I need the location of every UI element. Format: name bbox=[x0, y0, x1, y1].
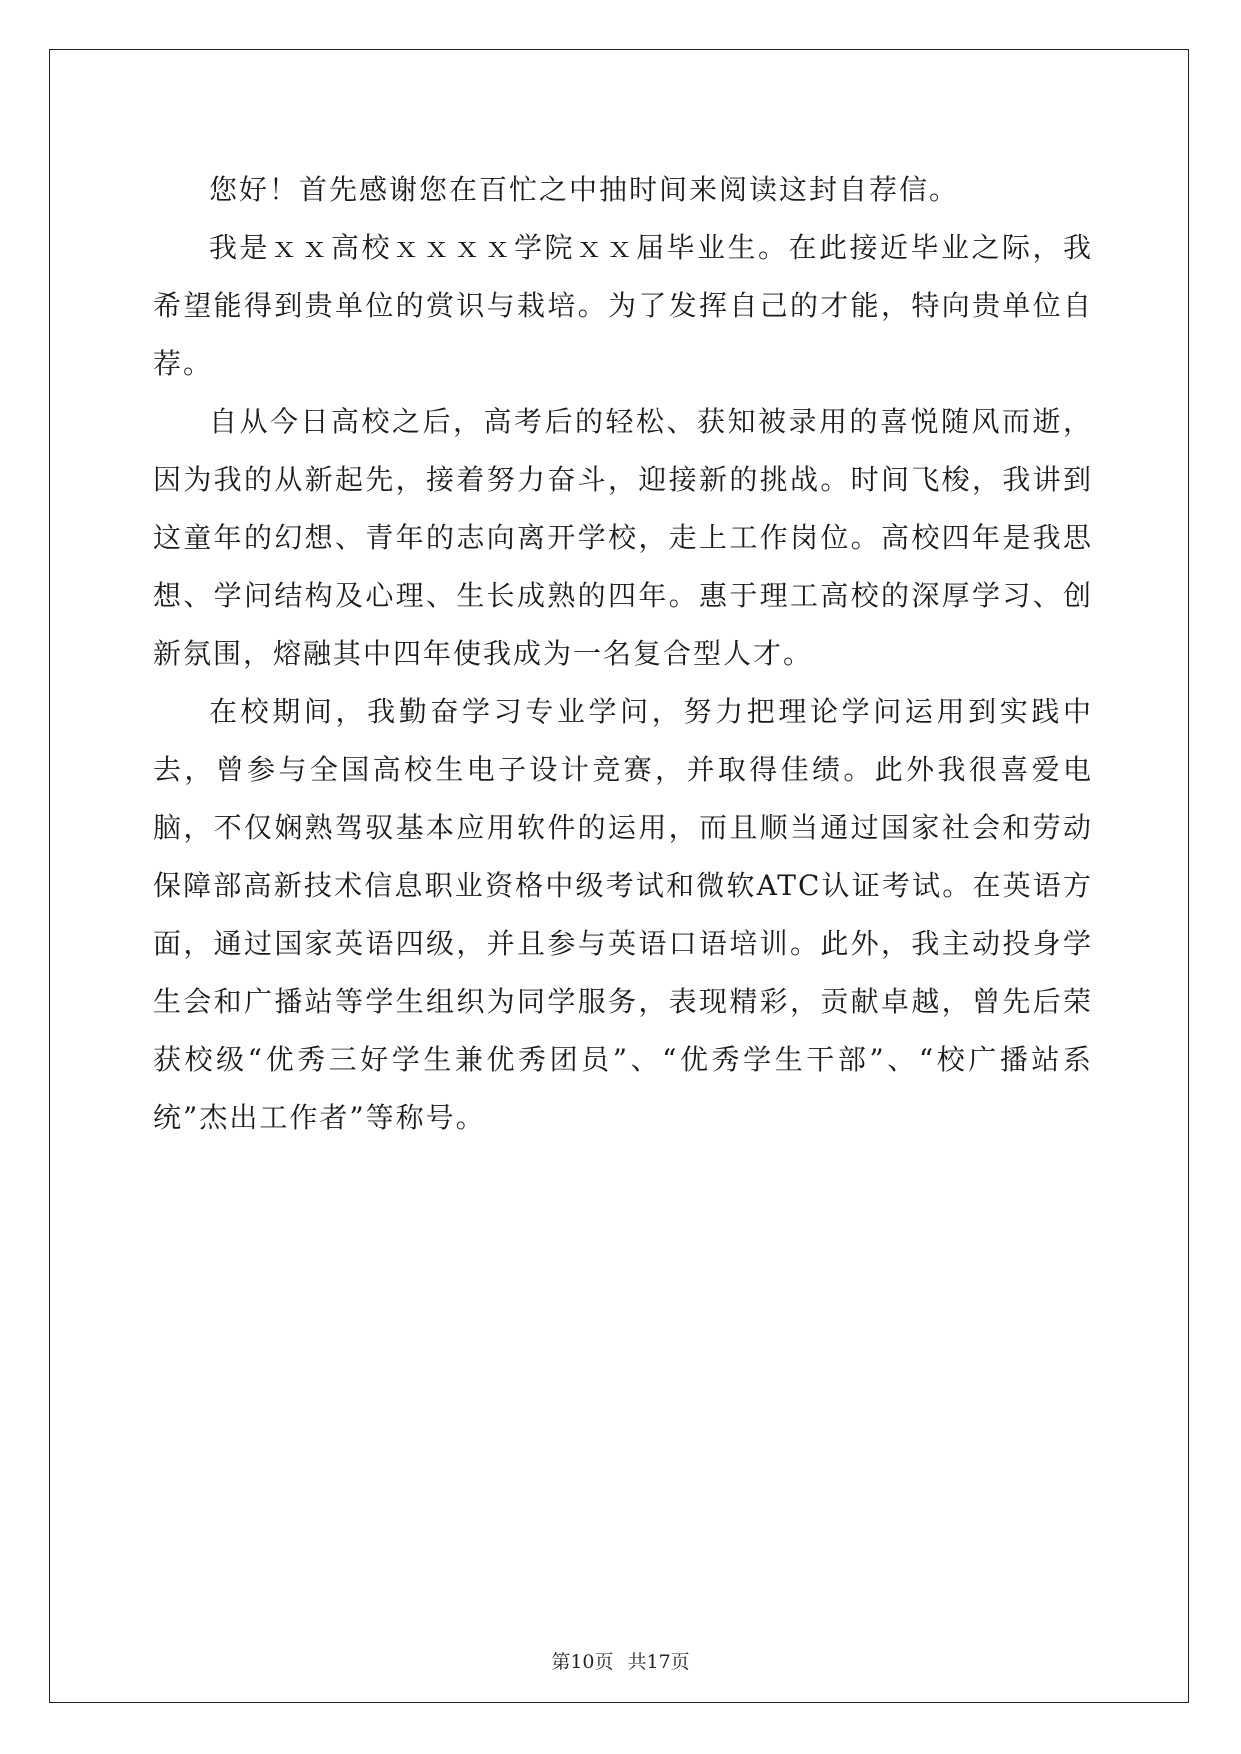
letter-body bbox=[153, 161, 1093, 1147]
page-number: 第10页 bbox=[551, 1651, 614, 1673]
paragraph-achievements: 在校期间，我勤奋学习专业学问，努力把理论学问运用到实践中去，曾参与全国高校生电子设计竞赛，并取得佳绩。此外我很喜爱电脑，不仅娴熟驾驭基本应用软件的运用，而且顺当通过国家社会和劳动保障部高新技术信息职业资格中级考试和微软ATC认证考试。在英语方面，通过国家英语四级，并且参与英语口语培训。此外，我主动投身学生会和广播站等学生组织为同学服务，表现精彩，贡献卓越，曾先后荣获校级“优秀三好学生兼优秀团员”、“优秀学生干部”、“校广播站系统”杰出工作者”等称号。 bbox=[153, 695, 1093, 1134]
page-total: 共17页 bbox=[627, 1651, 690, 1673]
paragraph-university-years: 自从今日高校之后，高考后的轻松、获知被录用的喜悦随风而逝，因为我的从新起先，接着努力奋斗，迎接新的挑战。时间飞梭，我讲到这童年的幻想、青年的志向离开学校，走上工作岗位。高校四年是我思想、学问结构及心理、生长成熟的四年。惠于理工高校的深厚学习、创新氛围，熔融其中四年使我成为一名复合型人才。 bbox=[153, 405, 1093, 670]
page-footer bbox=[0, 1647, 1241, 1674]
paragraph-greeting: 您好！首先感谢您在百忙之中抽时间来阅读这封自荐信。 bbox=[209, 173, 960, 206]
paragraph-introduction: 我是ｘｘ高校ｘｘｘｘ学院ｘｘ届毕业生。在此接近毕业之际，我希望能得到贵单位的赏识与栽培。为了发挥自己的才能，特向贵单位自荐。 bbox=[153, 231, 1093, 380]
